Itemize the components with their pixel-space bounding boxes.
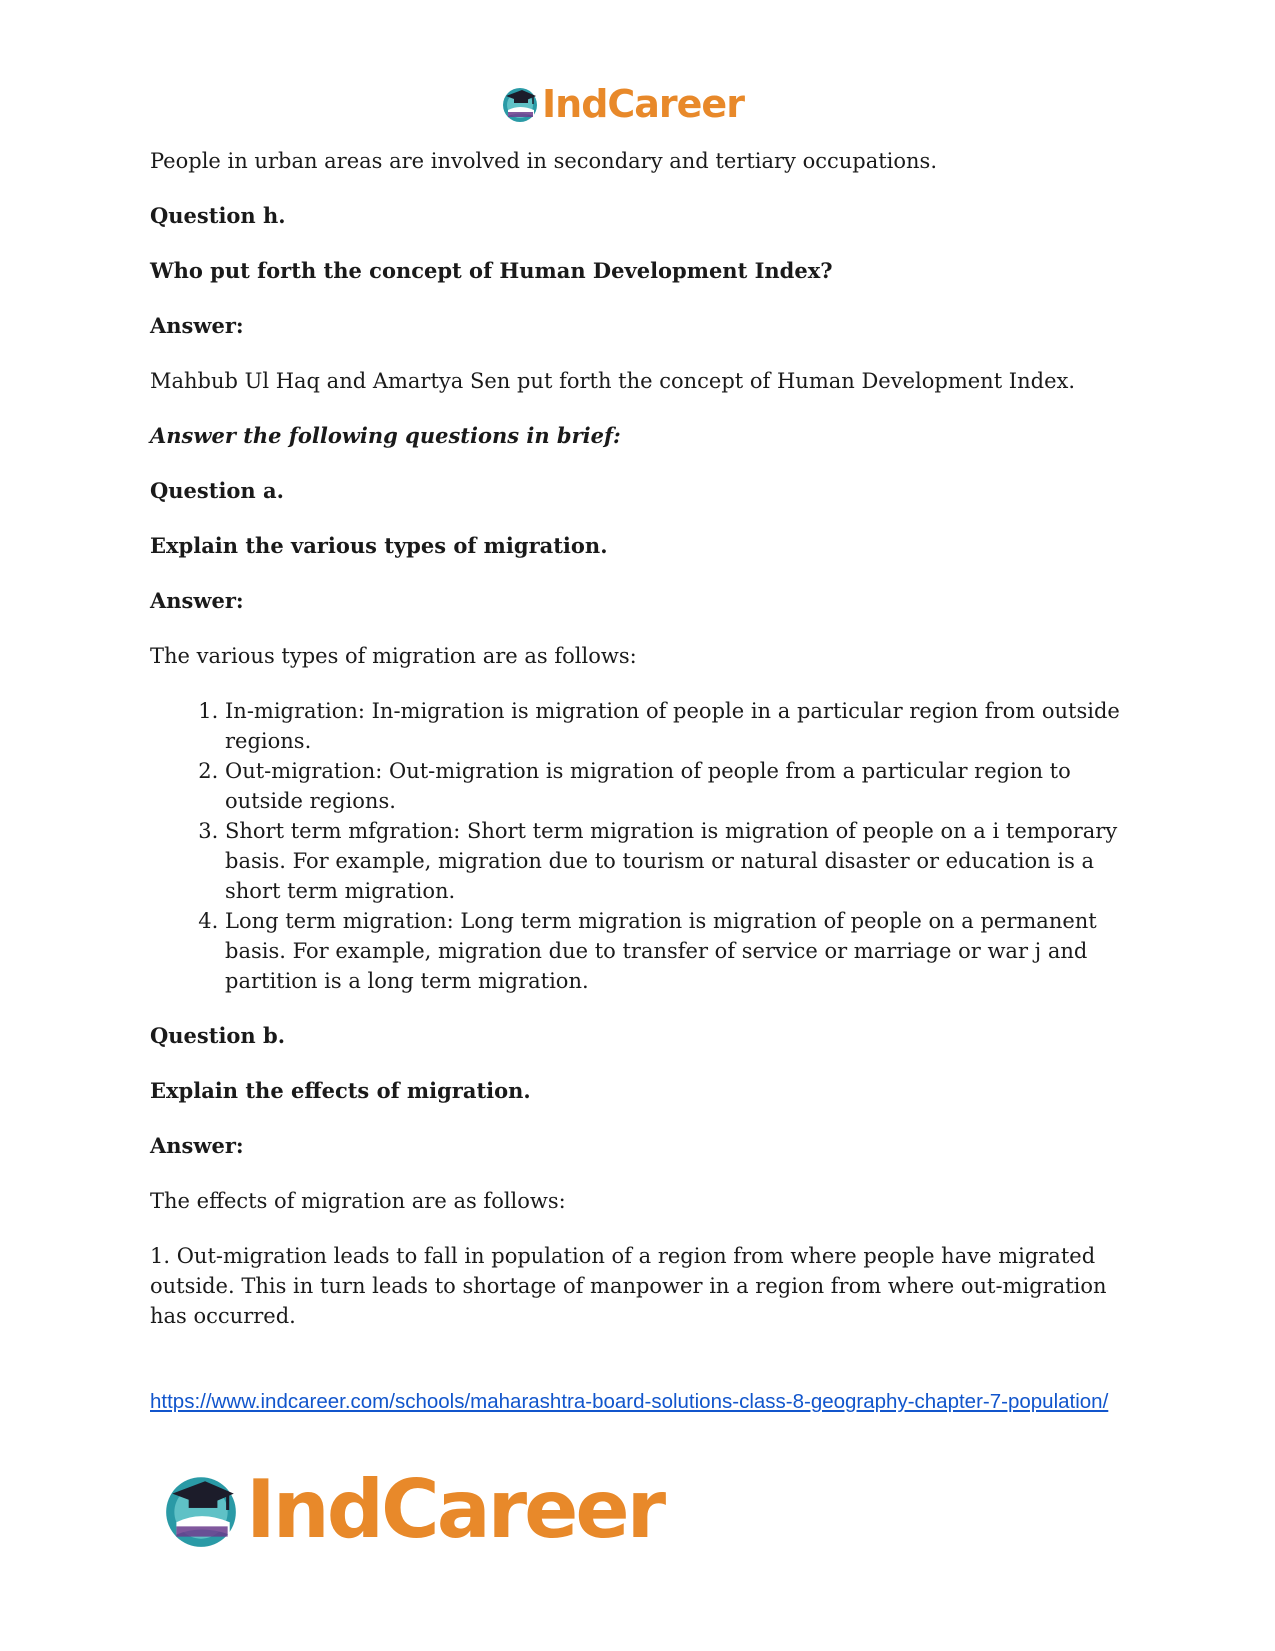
list-item: 1. In-migration: In-migration is migration of people in a particular region from outside regions. [225, 696, 1130, 756]
section-heading: Answer the following questions in brief: [150, 423, 621, 448]
logo-text: IndCareer [542, 82, 744, 126]
question-h-answer: Mahbub Ul Haq and Amartya Sen put forth the concept of Human Development Index. [150, 369, 1076, 393]
question-h-text: Who put forth the concept of Human Development Index? [150, 258, 833, 283]
question-a-label: Question a. [150, 478, 284, 503]
list-item: 2. Out-migration: Out-migration is migration of people from a particular region to outside regions. [225, 756, 1130, 816]
source-link[interactable]: https://www.indcareer.com/schools/maharashtra-board-solutions-class-8-geography-chapter-7-population/ [150, 1390, 1109, 1413]
header-logo [500, 80, 744, 128]
question-a-answer-intro: The various types of migration are as follows: [150, 644, 637, 668]
footer-logo-text: IndCareer [246, 1463, 664, 1556]
graduation-globe-icon [500, 84, 540, 124]
footer-logo [160, 1465, 663, 1555]
question-a-text: Explain the various types of migration. [150, 533, 608, 558]
question-b-label: Question b. [150, 1023, 286, 1048]
question-h-label: Question h. [150, 203, 286, 228]
question-b-answer-intro: The effects of migration are as follows: [150, 1189, 566, 1213]
question-b-text: Explain the effects of migration. [150, 1078, 531, 1103]
question-b-answer-label: Answer: [150, 1133, 244, 1158]
migration-types-list [150, 696, 1130, 996]
list-item: 3. Short term mfgration: Short term migration is migration of people on a i temporary basis. For example, migration due to tourism or natural disaster or education is a short term migration. [225, 816, 1130, 906]
question-a-answer-label: Answer: [150, 588, 244, 613]
intro-paragraph: People in urban areas are involved in secondary and tertiary occupations. [150, 149, 937, 173]
question-b-point-1: 1. Out-migration leads to fall in population of a region from where people have migrated outside. This in turn leads to shortage of manpower in a region from where out-migration has occurred. [150, 1244, 1107, 1328]
question-h-answer-label: Answer: [150, 313, 244, 338]
graduation-globe-icon [160, 1469, 242, 1551]
list-item: 4. Long term migration: Long term migration is migration of people on a permanent basis. For example, migration due to transfer of service or marriage or war j and partition is a long term migration. [225, 906, 1130, 996]
document-body [150, 146, 1130, 1356]
